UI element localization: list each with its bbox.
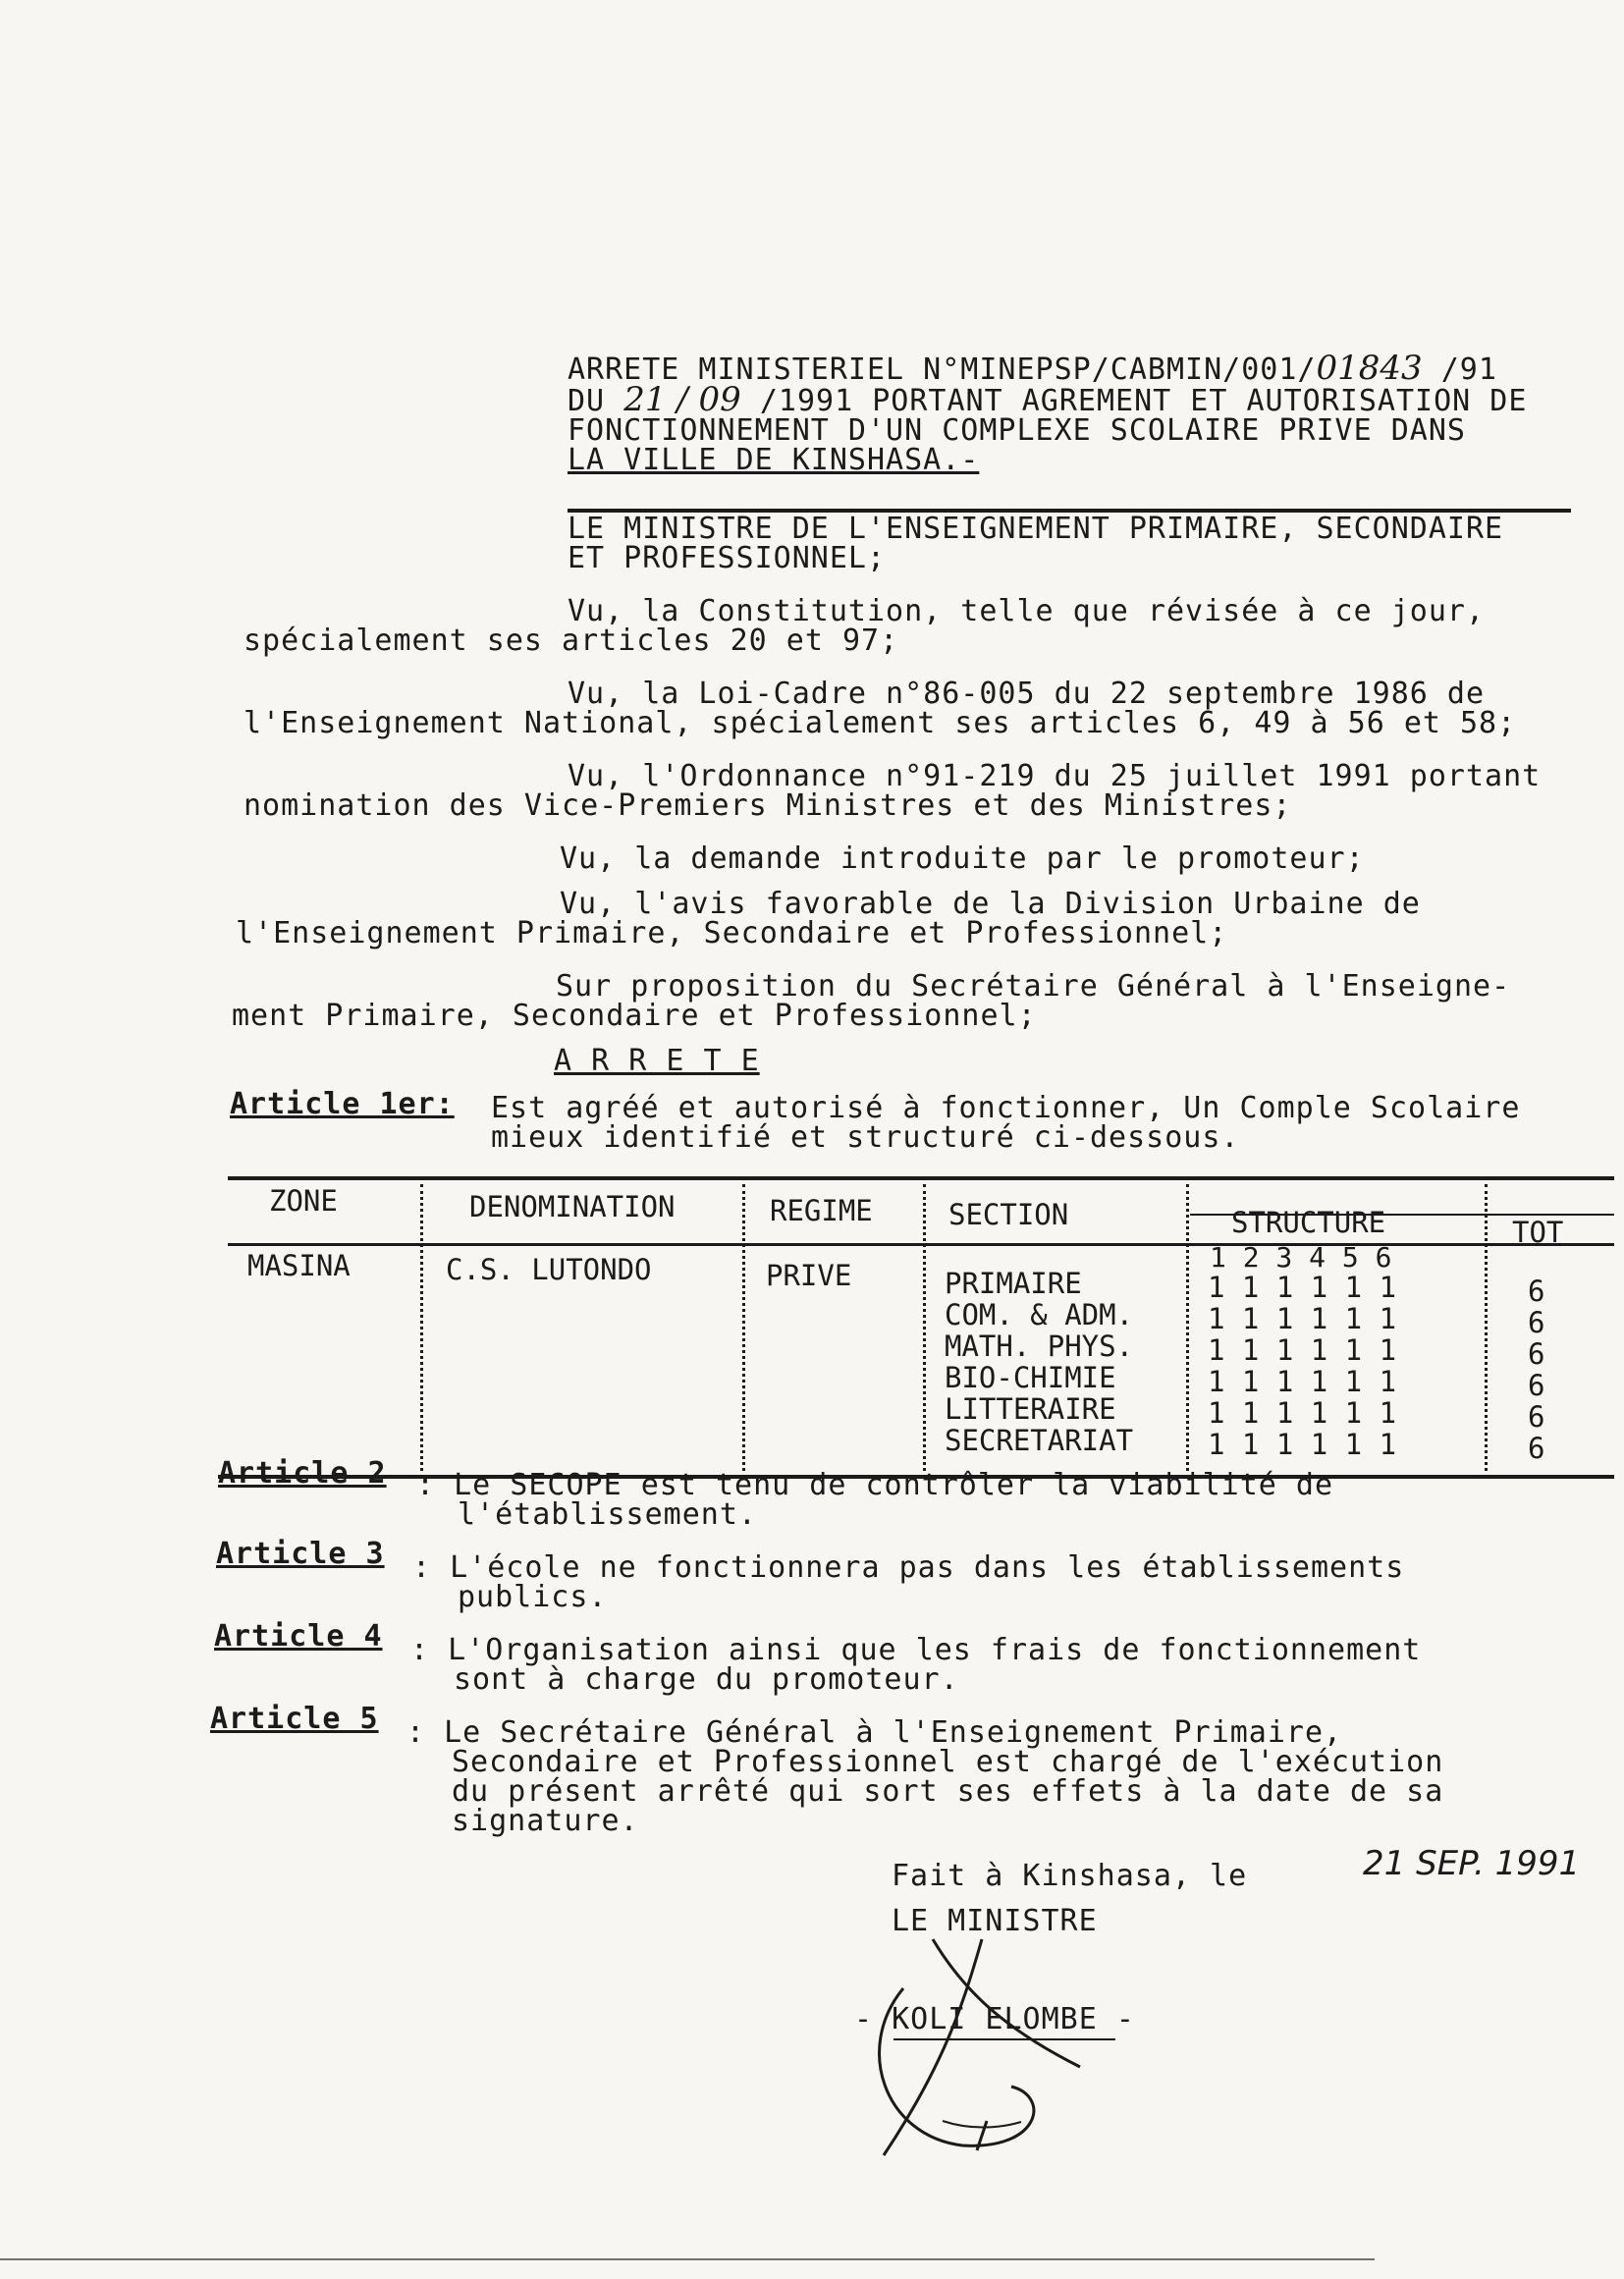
- header-regime: REGIME: [770, 1194, 873, 1227]
- consideration-2-first: Vu, la Loi-Cadre n°86-005 du 22 septembre 1986 de: [568, 677, 1486, 711]
- article-3-line-2: publics.: [458, 1580, 608, 1614]
- article-3-label: Article 3: [216, 1537, 385, 1571]
- cell-section-2: COM. & ADM.: [945, 1298, 1134, 1331]
- cell-structure-5: 1 1 1 1 1 1: [1208, 1396, 1397, 1430]
- header-total: TOT: [1512, 1216, 1564, 1249]
- consideration-5-rest: l'Enseignement Primaire, Secondaire et Professionnel;: [236, 916, 1228, 950]
- article-2-line-2: l'établissement.: [458, 1497, 757, 1532]
- minister-heading-line-1: LE MINISTRE DE L'ENSEIGNEMENT PRIMAIRE, SECONDAIRE: [568, 512, 1504, 546]
- table-header-rule: [228, 1243, 1614, 1246]
- article-4-line-1: : L'Organisation ainsi que les frais de fonctionnement: [410, 1633, 1422, 1667]
- cell-total-3: 6: [1528, 1337, 1545, 1371]
- article-2-line-1: : Le SECOPE est tenu de contrôler la viabilité de: [416, 1468, 1334, 1502]
- article-5-label: Article 5: [210, 1702, 379, 1736]
- article-5-line-1: : Le Secrétaire Général à l'Enseignement Primaire,: [406, 1715, 1343, 1750]
- title-line-2: DU 21 / 09 /1991 PORTANT AGREMENT ET AUTORISATION DE: [568, 380, 1528, 419]
- title-line-3: FONCTIONNEMENT D'UN COMPLEXE SCOLAIRE PRIVE DANS: [568, 413, 1466, 448]
- header-section: SECTION: [948, 1198, 1069, 1231]
- closing-role: LE MINISTRE: [892, 1904, 1098, 1938]
- header-zone: ZONE: [269, 1184, 338, 1218]
- cell-total-4: 6: [1528, 1369, 1545, 1402]
- scan-bottom-edge: [0, 2258, 1375, 2260]
- article-1-line-2: mieux identifié et structuré ci-dessous.: [491, 1120, 1240, 1155]
- decree-word: A R R E T E: [554, 1044, 760, 1078]
- title-line-1: ARRETE MINISTERIEL N°MINEPSP/CABMIN/001/01843 /91: [568, 349, 1497, 388]
- cell-total-6: 6: [1528, 1432, 1545, 1465]
- cell-section-5: LITTERAIRE: [945, 1392, 1116, 1426]
- consideration-6-rest: ment Primaire, Secondaire et Professionnel;: [232, 999, 1037, 1033]
- col-divider-2: [742, 1184, 745, 1471]
- consideration-3-rest: nomination des Vice-Premiers Ministres et des Ministres;: [244, 788, 1292, 823]
- title-line-4: LA VILLE DE KINSHASA.-: [568, 443, 980, 477]
- col-divider-3: [923, 1184, 926, 1471]
- cell-section-6: SECRETARIAT: [945, 1424, 1134, 1457]
- cell-regime: PRIVE: [766, 1259, 852, 1292]
- article-3-line-1: : L'école ne fonctionnera pas dans les établissements: [412, 1550, 1405, 1585]
- article-4-line-2: sont à charge du promoteur.: [454, 1662, 959, 1697]
- minister-signature: [844, 1900, 1178, 2195]
- col-divider-4: [1186, 1184, 1189, 1471]
- consideration-6-first: Sur proposition du Secrétaire Général à l'Enseigne-: [556, 969, 1511, 1004]
- minister-heading-line-2: ET PROFESSIONNEL;: [568, 541, 887, 575]
- consideration-4-first: Vu, la demande introduite par le promoteur;: [560, 841, 1365, 876]
- cell-structure-6: 1 1 1 1 1 1: [1208, 1428, 1397, 1461]
- handwritten-number: 01843: [1316, 349, 1423, 388]
- article-5-line-2: Secondaire et Professionnel est chargé de l'exécution: [452, 1745, 1444, 1779]
- handwritten-date: 21 / 09: [623, 380, 741, 419]
- minister-name: - KOLI ELOMBE -: [854, 2002, 1135, 2036]
- header-structure-years: 1 2 3 4 5 6: [1210, 1241, 1392, 1274]
- header-denomination: DENOMINATION: [469, 1190, 676, 1223]
- cell-zone: MASINA: [247, 1249, 351, 1282]
- consideration-5-first: Vu, l'avis favorable de la Division Urbaine de: [560, 887, 1421, 921]
- cell-section-1: PRIMAIRE: [945, 1267, 1082, 1300]
- consideration-1-rest: spécialement ses articles 20 et 97;: [244, 624, 899, 658]
- article-5-line-4: signature.: [452, 1804, 639, 1838]
- article-1-line-1: Est agréé et autorisé à fonctionner, Un Comple Scolaire: [491, 1091, 1521, 1125]
- cell-structure-4: 1 1 1 1 1 1: [1208, 1365, 1397, 1398]
- closing-place: Fait à Kinshasa, le: [892, 1859, 1248, 1893]
- date-stamp: 21 SEP. 1991: [1363, 1844, 1581, 1883]
- cell-total-1: 6: [1528, 1275, 1545, 1308]
- consideration-3-first: Vu, l'Ordonnance n°91-219 du 25 juillet 1991 portant: [568, 759, 1542, 793]
- consideration-2-rest: l'Enseignement National, spécialement ses articles 6, 49 à 56 et 58;: [244, 706, 1517, 740]
- cell-structure-3: 1 1 1 1 1 1: [1208, 1333, 1397, 1367]
- col-divider-1: [420, 1184, 423, 1471]
- decree-title: [568, 349, 1528, 477]
- cell-section-3: MATH. PHYS.: [945, 1329, 1134, 1363]
- cell-structure-1: 1 1 1 1 1 1: [1208, 1271, 1397, 1304]
- article-4-label: Article 4: [214, 1619, 383, 1654]
- table-top-rule: [228, 1176, 1614, 1180]
- col-divider-5: [1485, 1184, 1488, 1471]
- cell-total-5: 6: [1528, 1400, 1545, 1434]
- consideration-1-first: Vu, la Constitution, telle que révisée à ce jour,: [568, 594, 1486, 628]
- cell-structure-2: 1 1 1 1 1 1: [1208, 1302, 1397, 1335]
- header-structure: STRUCTURE: [1231, 1206, 1386, 1239]
- article-1-label: Article 1er:: [230, 1087, 455, 1121]
- cell-total-2: 6: [1528, 1306, 1545, 1339]
- minister-name-underline: [893, 2038, 1115, 2040]
- cell-denomination: C.S. LUTONDO: [446, 1253, 652, 1286]
- article-5-line-3: du présent arrêté qui sort ses effets à la date de sa: [452, 1774, 1444, 1809]
- cell-section-4: BIO-CHIMIE: [945, 1361, 1116, 1394]
- article-2-label: Article 2: [218, 1456, 387, 1491]
